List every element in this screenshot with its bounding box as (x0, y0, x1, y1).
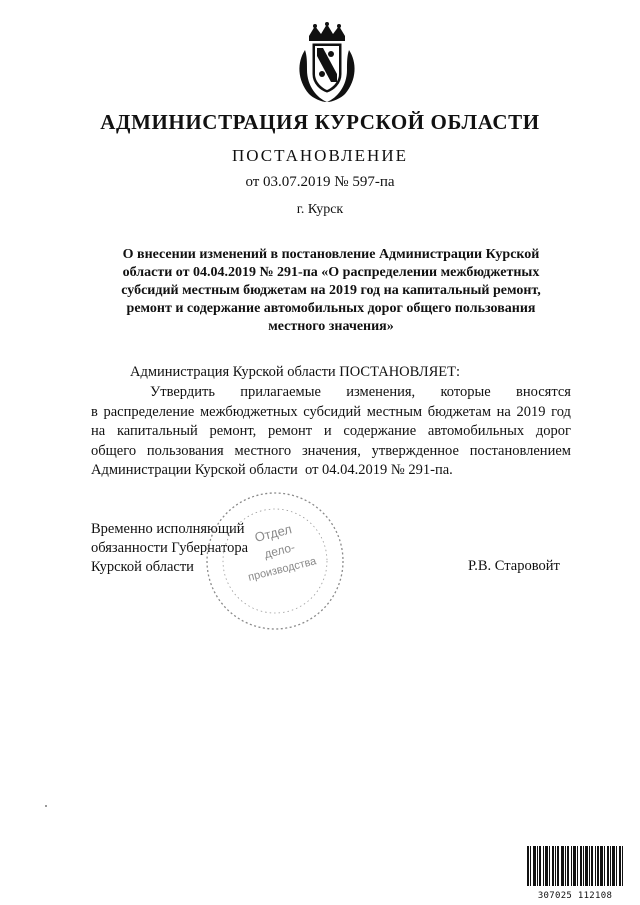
word: автомобильных (427, 423, 525, 439)
word: местного (234, 442, 292, 459)
paragraph-line (91, 383, 571, 403)
scan-speck (45, 805, 47, 807)
word: год (551, 403, 571, 420)
word: капитальный (116, 423, 198, 439)
subject-line: области от 04.04.2019 № 291-па «О распределении межбюджетных (122, 265, 540, 280)
document-barcode (526, 846, 624, 900)
stamp-text: Отдел (253, 521, 294, 545)
signatory-position-line: Временно исполняющий (91, 521, 245, 537)
subject-line: О внесении изменений в постановление Администрации Курской (122, 247, 540, 262)
word: содержание (343, 423, 417, 439)
word: утвержденное (371, 442, 459, 459)
document-subject (96, 246, 566, 336)
stamp-text: производства (246, 555, 318, 584)
paragraph-line (91, 461, 571, 481)
word: субсидий (303, 403, 362, 420)
stamp-text: дело- (262, 540, 297, 562)
signatory-position-line: Курской области (91, 559, 194, 575)
resolution-paragraph (91, 383, 571, 481)
organization-title: АДМИНИСТРАЦИЯ КУРСКОЙ ОБЛАСТИ (100, 110, 540, 134)
word: ремонт (267, 423, 313, 439)
document-place: г. Курск (296, 202, 344, 217)
word: на (496, 403, 511, 420)
word: общего (91, 442, 137, 459)
word: распределение (103, 403, 195, 420)
word: местным (366, 403, 423, 420)
document-date-number: от 03.07.2019 № 597-па (245, 174, 395, 190)
barcode-number: 307025 112108 (537, 891, 613, 901)
word: в (91, 403, 98, 420)
preamble: Администрация Курской области ПОСТАНОВЛЯЕТ: (130, 364, 461, 380)
paragraph-line (91, 442, 571, 462)
subject-line: ремонт и содержание автомобильных дорог общего пользования (126, 301, 536, 316)
word: прилагаемые (240, 384, 321, 400)
word: изменения, (346, 384, 416, 400)
document-type: ПОСТАНОВЛЕНИЕ (231, 146, 408, 165)
word: Администрации Курской области от 04.04.2019 № 291-па. (91, 462, 453, 478)
word: значения, (301, 442, 361, 459)
word: и (323, 423, 332, 439)
word: 2019 (516, 403, 546, 420)
word: которые (440, 384, 491, 400)
word: Утвердить (150, 384, 215, 400)
paragraph-line (91, 403, 571, 423)
barcode-bars (526, 846, 624, 886)
word: вносятся (516, 384, 571, 400)
subject-line: местного значения» (268, 319, 394, 334)
word: ремонт, (209, 423, 257, 439)
word: на (91, 423, 106, 439)
office-stamp (200, 486, 350, 636)
word: межбюджетных (199, 403, 298, 420)
signer-name: Р.В. Старовойт (468, 558, 560, 574)
kursk-oblast-coat-of-arms-icon (295, 22, 359, 104)
word: пользования (146, 442, 224, 459)
paragraph-line (91, 422, 571, 442)
word: дорог (535, 423, 571, 439)
subject-line: субсидий местным бюджетам на 2019 год на капитальный ремонт, (121, 283, 541, 298)
signatory-position-line: обязанности Губернатора (91, 540, 249, 556)
word: бюджетам (427, 403, 492, 420)
word: постановлением (469, 442, 571, 459)
